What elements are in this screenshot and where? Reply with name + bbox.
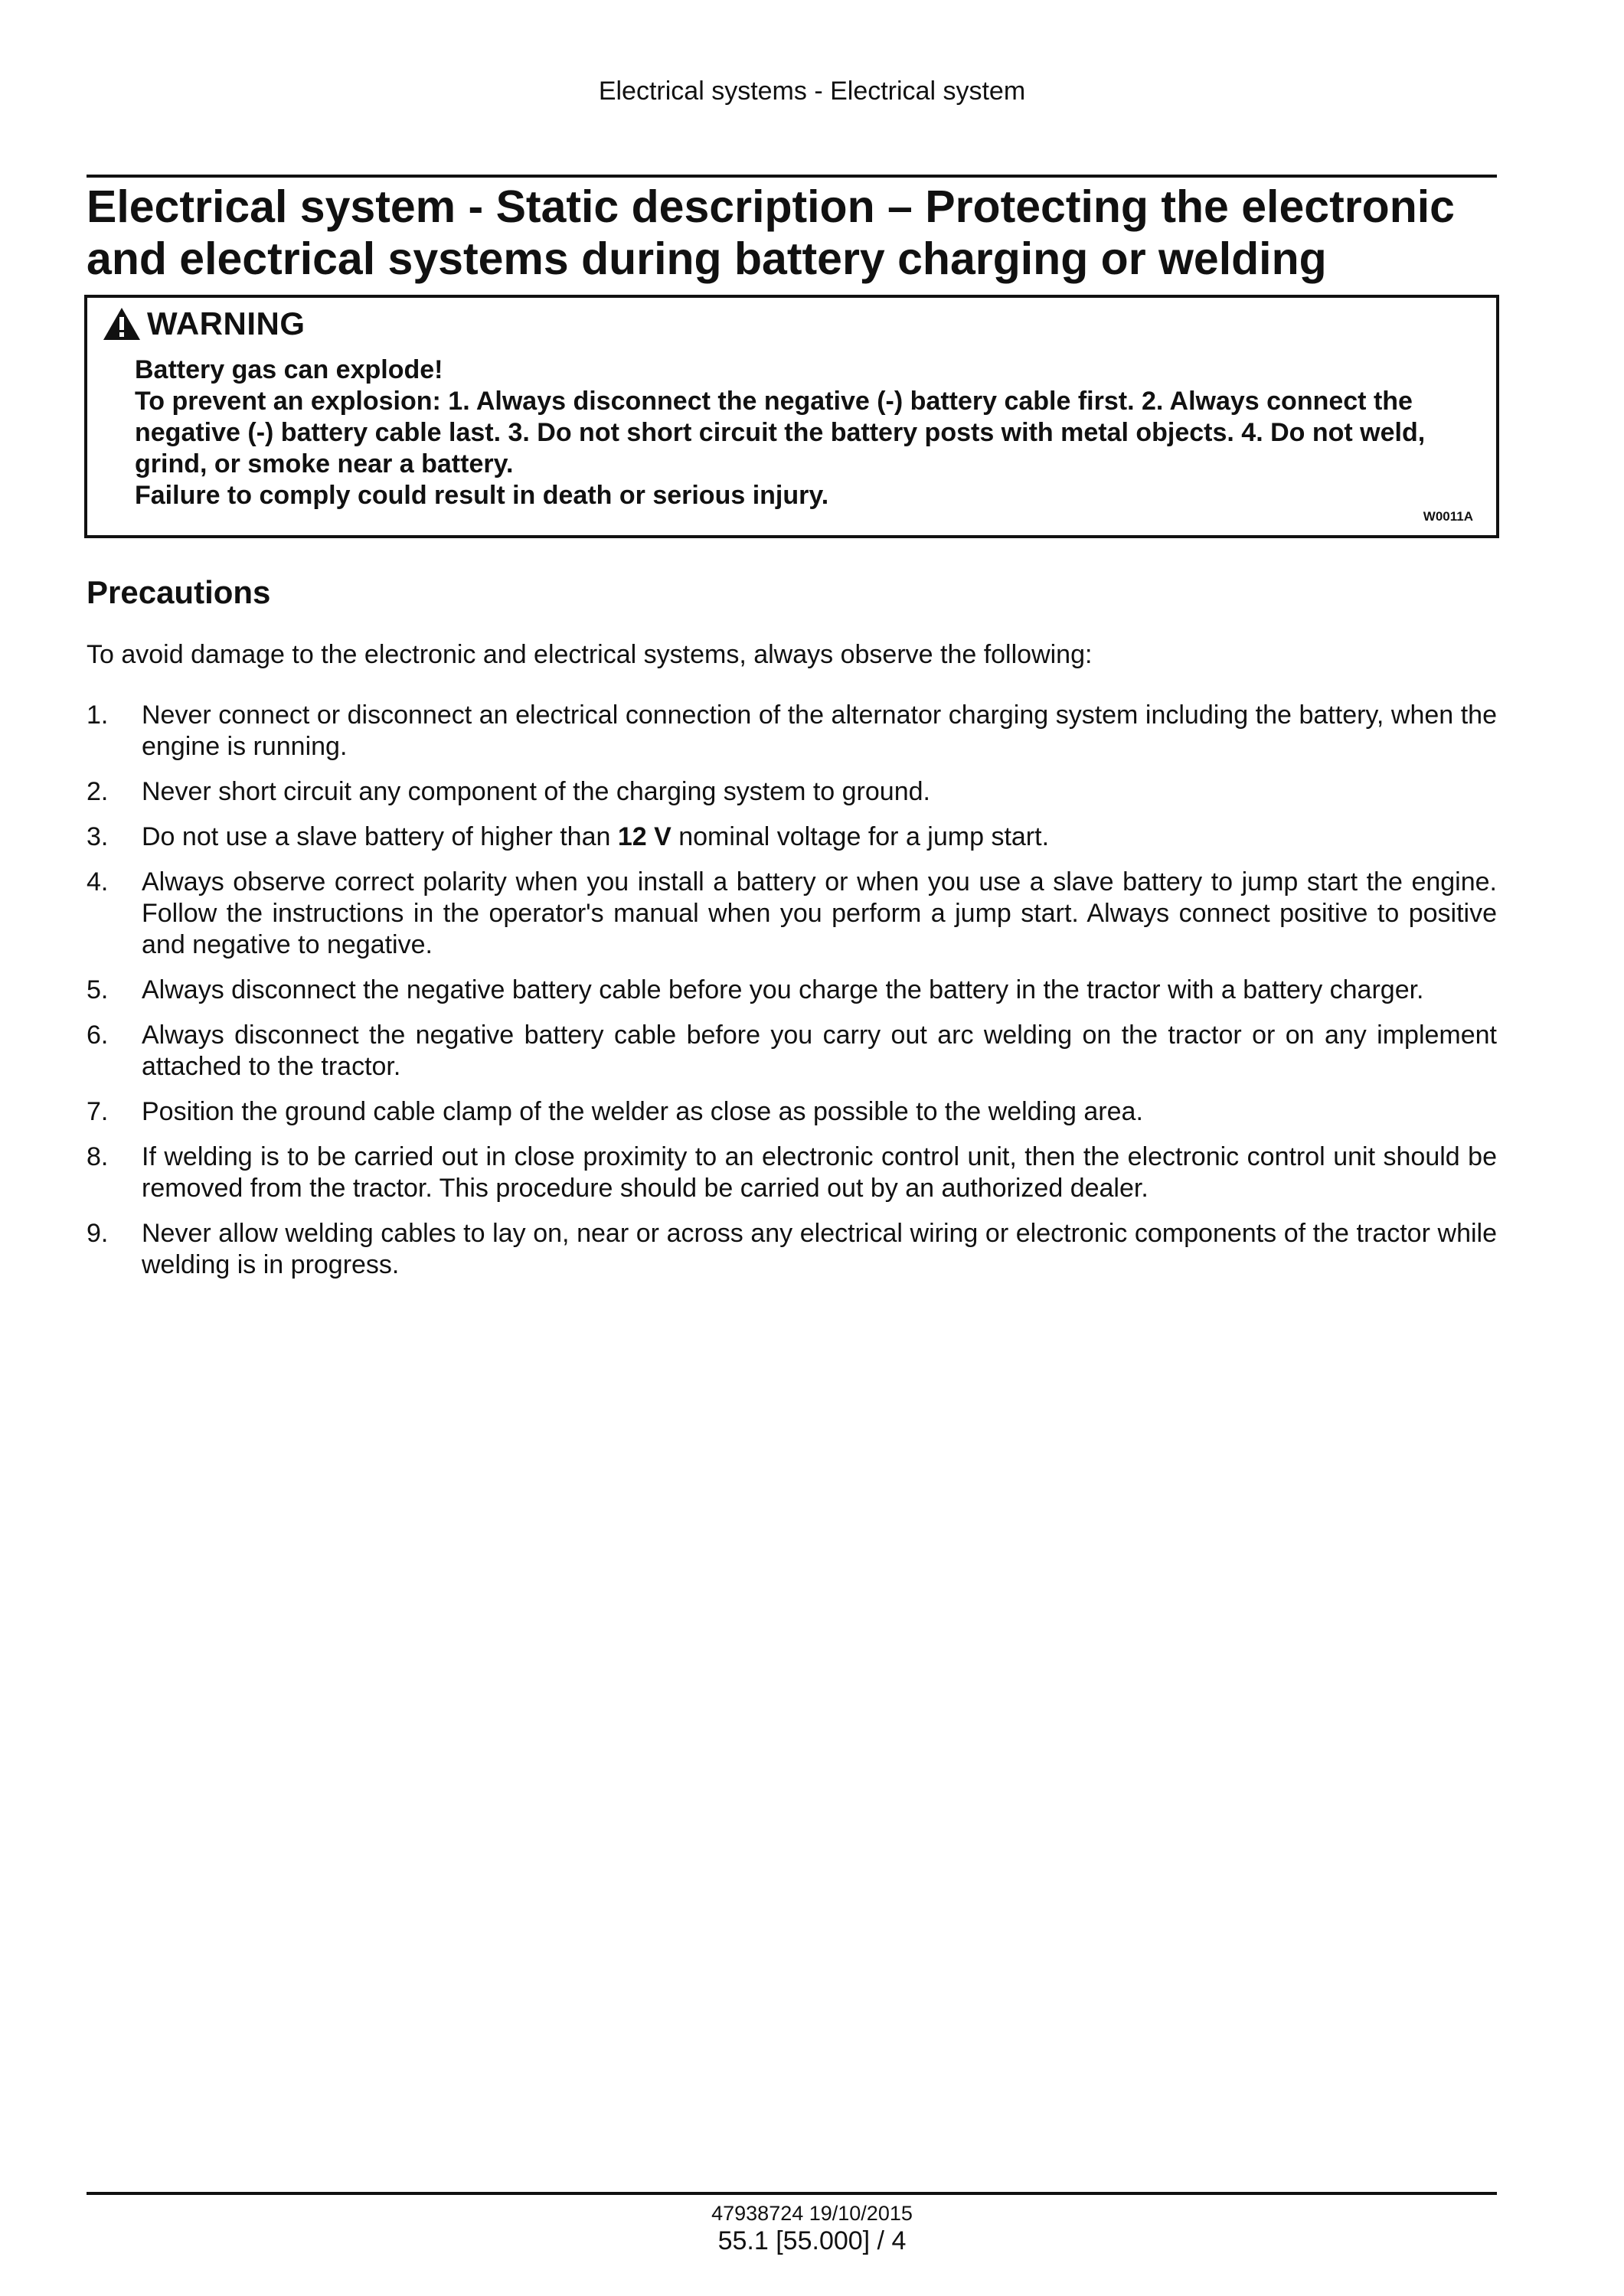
voltage-value: 12 V (617, 822, 671, 851)
list-item (87, 776, 1497, 808)
item-text: If welding is to be carried out in close proximity to an electronic control unit, then the electronic control unit should be removed from the tractor. This procedure should be carried out by an authorized dealer. (142, 1142, 1497, 1203)
list-item (87, 1020, 1497, 1083)
item-text: Always disconnect the negative battery cable before you carry out arc welding on the tractor or on any implement attached to the tractor. (142, 1021, 1497, 1081)
warning-code: W0011A (1423, 509, 1473, 524)
item-text: Never connect or disconnect an electrical connection of the alternator charging system including the battery, when the engine is running. (142, 701, 1497, 761)
precautions-list (87, 700, 1497, 1295)
warning-line-2: To prevent an explosion: 1. Always disconnect the negative (-) battery cable first. 2. Always connect the negative (-) battery cable last. 3. Do not short circuit the battery posts with metal objects. 4. Do not weld, grind, or smoke near a battery. (135, 387, 1426, 478)
document-reference: 47938724 19/10/2015 (711, 2202, 913, 2225)
page-title: Electrical system - Static description – Protecting the electronic and electrical systems during battery charging or welding (87, 181, 1455, 284)
list-item (87, 1218, 1497, 1281)
list-item (87, 867, 1497, 961)
item-number: 1. (87, 701, 109, 730)
warning-header (103, 305, 306, 342)
running-header: Electrical systems - Electrical system (598, 77, 1026, 106)
list-item (87, 975, 1497, 1006)
footer-divider (87, 2192, 1497, 2195)
list-item (87, 821, 1497, 853)
page-reference: 55.1 [55.000] / 4 (717, 2226, 907, 2255)
item-number: 5. (87, 975, 109, 1004)
warning-label: WARNING (147, 305, 306, 341)
item-text: Never allow welding cables to lay on, near or across any electrical wiring or electronic components of the tractor while welding is in progress. (142, 1219, 1497, 1279)
precautions-intro: To avoid damage to the electronic and electrical systems, always observe the following: (87, 640, 1093, 669)
item-text: Never short circuit any component of the charging system to ground. (142, 777, 930, 806)
item-text: Position the ground cable clamp of the welder as close as possible to the welding area. (142, 1097, 1143, 1126)
item-number: 9. (87, 1219, 109, 1248)
list-item (87, 1141, 1497, 1204)
warning-text (135, 354, 1467, 511)
item-text: Always disconnect the negative battery cable before you charge the battery in the tractor with a battery charger. (142, 975, 1424, 1004)
item-number: 8. (87, 1142, 109, 1171)
warning-line-1: Battery gas can explode! (135, 355, 443, 384)
header-divider (87, 175, 1497, 178)
warning-triangle-icon (103, 307, 141, 341)
item-number: 7. (87, 1097, 109, 1126)
precautions-heading: Precautions (87, 574, 271, 610)
list-item (87, 700, 1497, 763)
item-number: 3. (87, 822, 109, 851)
warning-line-3: Failure to comply could result in death or serious injury. (135, 481, 829, 510)
item-text-post: nominal voltage for a jump start. (671, 822, 1050, 851)
warning-box (84, 295, 1499, 538)
item-text (142, 821, 1497, 853)
item-number: 4. (87, 867, 109, 897)
list-item (87, 1096, 1497, 1128)
item-number: 6. (87, 1021, 109, 1050)
item-number: 2. (87, 777, 109, 806)
item-text-pre: Do not use a slave battery of higher than (142, 822, 618, 851)
item-text: Always observe correct polarity when you install a battery or when you use a slave battery to jump start the engine. Follow the instructions in the operator's manual when you perform a jump start. Always connect positive to positive and negative to negative. (142, 867, 1497, 959)
